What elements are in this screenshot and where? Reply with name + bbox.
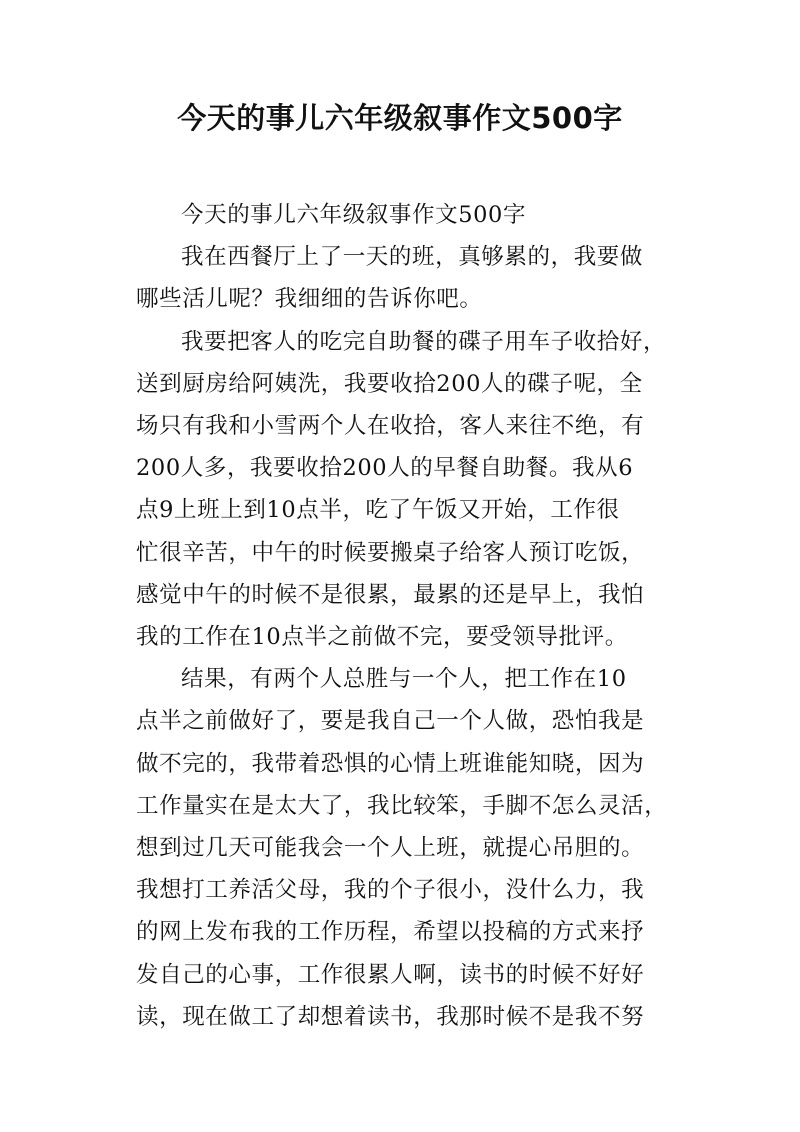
body-line: 场只有我和小雪两个人在收拾，客人来往不绝，有 [136, 413, 645, 440]
body-line: 的网上发布我的工作历程，希望以投稿的方式来抒 [136, 919, 645, 946]
body-line: 送到厨房给阿姨洗，我要收拾200人的碟子呢，全 [136, 370, 643, 397]
body-line: 我想打工养活父母，我的个子很小，没什么力，我 [136, 877, 645, 904]
body-line: 做不完的，我带着恐惧的心情上班谁能知晓，因为 [136, 750, 645, 777]
body-line: 感觉中午的时候不是很累，最累的还是早上，我怕 [136, 581, 645, 608]
body-line: 发自己的心事，工作很累人啊，读书的时候不好好 [136, 961, 645, 988]
document-title: 今天的事儿六年级叙事作文500字 [177, 101, 623, 135]
body-line: 工作量实在是太大了，我比较笨，手脚不怎么灵活， [136, 792, 668, 819]
body-line: 点9上班上到10点半，吃了午饭又开始，工作很 [136, 497, 620, 524]
body-line: 我的工作在10点半之前做不完，要受领导批评。 [136, 624, 628, 651]
body-line: 结果，有两个人总胜与一个人，把工作在10 [181, 666, 627, 693]
body-line: 读，现在做工了却想着读书，我那时候不是我不努 [136, 1003, 645, 1030]
body-line: 我要把客人的吃完自助餐的碟子用车子收拾好， [181, 328, 667, 355]
body-line: 想到过几天可能我会一个人上班，就提心吊胆的。 [136, 835, 645, 862]
body-line: 哪些活儿呢？我细细的告诉你吧。 [136, 286, 483, 313]
body-line: 忙很辛苦，中午的时候要搬桌子给客人预订吃饭， [136, 539, 645, 566]
body-line: 我在西餐厅上了一天的班，真够累的，我要做 [181, 244, 644, 271]
body-line: 点半之前做好了，要是我自己一个人做，恐怕我是 [136, 708, 645, 735]
document-body [136, 194, 672, 1038]
body-line: 200人多，我要收拾200人的早餐自助餐。我从6 [136, 455, 634, 482]
body-line: 今天的事儿六年级叙事作文500字 [181, 202, 527, 228]
